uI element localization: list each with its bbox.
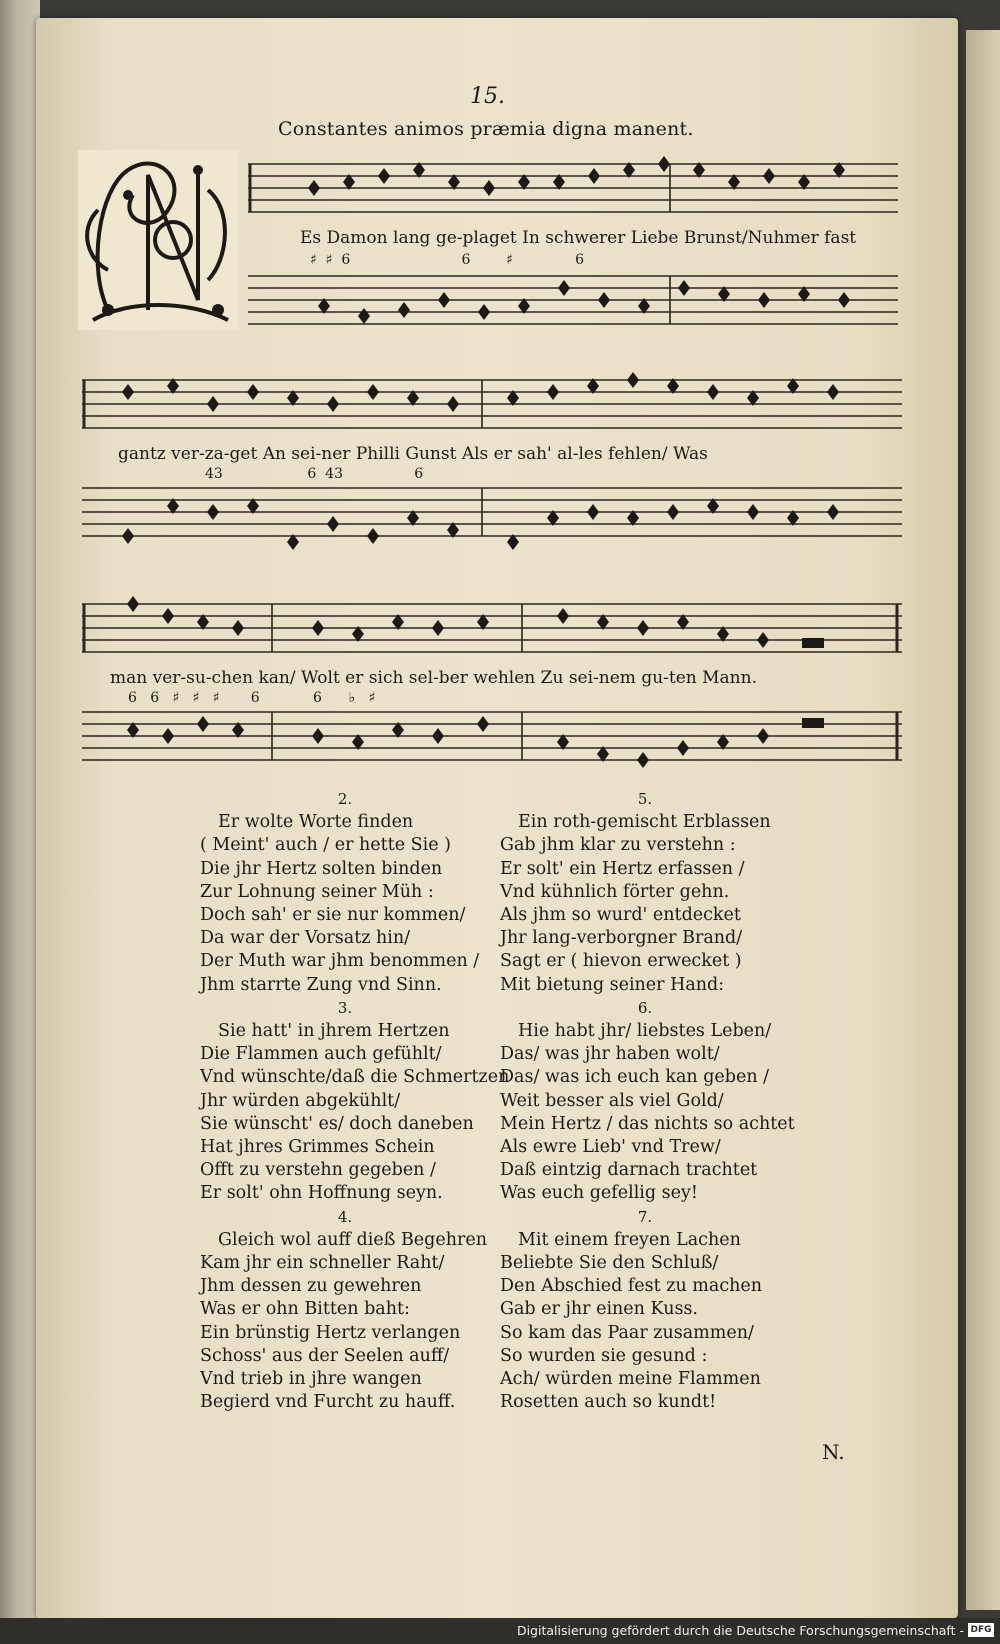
verse-3 bbox=[200, 997, 510, 1206]
music-staff-system2-bass bbox=[82, 480, 902, 550]
verse-line: Vnd kühnlich förter gehn. bbox=[500, 881, 730, 902]
verse-line: Offt zu verstehn gegeben / bbox=[200, 1160, 436, 1181]
verse-line: Jhr lang-verborgner Brand/ bbox=[500, 928, 743, 949]
verse-number: 5. bbox=[637, 790, 653, 808]
lyrics-system3: man ver-su-chen kan/ Wolt er sich sel-ber wehlen Zu sei-nem gu-ten Mann. bbox=[110, 668, 757, 688]
verse-line: Vnd wünschte/daß die Schmertzen bbox=[200, 1067, 510, 1088]
figured-bass-system3: 6 6 ♯ ♯ ♯ 6 6 ♭ ♯ bbox=[128, 690, 376, 706]
verse-line: Beliebte Sie den Schluß/ bbox=[500, 1253, 719, 1274]
verse-line: Was er ohn Bitten baht: bbox=[200, 1299, 410, 1320]
verse-line: Jhm starrte Zung vnd Sinn. bbox=[200, 974, 442, 995]
verse-line: Sagt er ( hievon erwecket ) bbox=[500, 951, 742, 972]
verse-line: Jhm dessen zu gewehren bbox=[200, 1276, 422, 1297]
verse-line: Die Flammen auch gefühlt/ bbox=[200, 1044, 442, 1065]
verse-line: Mit einem freyen Lachen bbox=[518, 1229, 741, 1250]
verse-number: 3. bbox=[337, 998, 353, 1017]
verse-line: Kam jhr ein schneller Raht/ bbox=[200, 1253, 445, 1274]
verse-line: Als ewre Lieb' vnd Trew/ bbox=[500, 1137, 721, 1158]
verse-line: Begierd vnd Furcht zu hauff. bbox=[200, 1392, 456, 1413]
music-staff-system3-bass bbox=[82, 704, 902, 774]
verse-line: Schoss' aus der Seelen auff/ bbox=[200, 1345, 450, 1366]
verse-line: Ach/ würden meine Flammen bbox=[500, 1369, 761, 1390]
verse-number: 7. bbox=[637, 1207, 653, 1226]
verse-line: Hat jhres Grimmes Schein bbox=[200, 1137, 435, 1158]
verse-line: Als jhm so wurd' entdecket bbox=[500, 905, 741, 926]
verse-line: Sie wünscht' es/ doch daneben bbox=[200, 1113, 474, 1134]
book-spine bbox=[0, 0, 40, 1644]
verse-line: Jhr würden abgekühlt/ bbox=[200, 1090, 401, 1111]
verse-line: Das/ was ich euch kan geben / bbox=[500, 1067, 770, 1088]
verse-line: Er solt' ohn Hoffnung seyn. bbox=[200, 1183, 443, 1204]
decorated-initial-icon bbox=[78, 150, 238, 330]
verse-line: Zur Lohnung seiner Müh : bbox=[200, 881, 434, 902]
music-staff-system3-treble bbox=[82, 594, 902, 664]
verse-line: Ein brünstig Hertz verlangen bbox=[200, 1322, 461, 1343]
verse-line: Mit bietung seiner Hand: bbox=[500, 974, 725, 995]
verse-line: Gleich wol auff dieß Begehren bbox=[218, 1229, 487, 1250]
verse-7 bbox=[500, 1206, 790, 1415]
verse-line: Den Abschied fest zu machen bbox=[500, 1276, 763, 1297]
verse-line: Was euch gefellig sey! bbox=[500, 1183, 698, 1204]
verse-number: 4. bbox=[337, 1207, 353, 1226]
verse-line: Er solt' ein Hertz erfassen / bbox=[500, 858, 745, 879]
verse-6 bbox=[500, 997, 795, 1206]
verse-line: Doch sah' er sie nur kommen/ bbox=[200, 905, 466, 926]
verses-right-column bbox=[500, 788, 795, 1414]
verse-line: Daß eintzig darnach trachtet bbox=[500, 1160, 758, 1181]
verse-line: Ein roth-gemischt Erblassen bbox=[518, 812, 771, 833]
verse-line: Sie hatt' in jhrem Hertzen bbox=[218, 1021, 450, 1042]
footer-bar bbox=[0, 1618, 1000, 1644]
dfg-logo-icon: DFG bbox=[968, 1623, 994, 1637]
verse-line: Weit besser als viel Gold/ bbox=[500, 1090, 724, 1111]
verse-line: Er wolte Worte finden bbox=[218, 812, 414, 833]
page-number: 15. bbox=[470, 84, 505, 109]
verse-line: Das/ was jhr haben wolt/ bbox=[500, 1044, 720, 1065]
music-staff-system1-treble bbox=[248, 152, 898, 222]
verse-line: So wurden sie gesund : bbox=[500, 1345, 708, 1366]
footer-credit: Digitalisierung gefördert durch die Deutsche Forschungsgemeinschaft - bbox=[516, 1623, 964, 1638]
verse-4 bbox=[200, 1206, 490, 1415]
verses-left-column bbox=[200, 788, 510, 1414]
music-staff-system2-treble bbox=[82, 370, 902, 440]
adjacent-page-edge bbox=[966, 30, 1000, 1610]
verse-5 bbox=[500, 788, 790, 997]
verse-number: 6. bbox=[637, 998, 653, 1017]
verse-line: Rosetten auch so kundt! bbox=[500, 1392, 717, 1413]
verse-line: Vnd trieb in jhre wangen bbox=[200, 1369, 422, 1390]
verse-line: ( Meint' auch / er hette Sie ) bbox=[200, 835, 451, 856]
verse-line: So kam das Paar zusammen/ bbox=[500, 1322, 754, 1343]
figured-bass-system1: ♯ ♯ 6 6 ♯ 6 bbox=[310, 252, 585, 268]
verse-line: Gab jhm klar zu verstehn : bbox=[500, 835, 736, 856]
music-staff-system1-bass bbox=[248, 266, 898, 336]
verse-line: Mein Hertz / das nichts so achtet bbox=[500, 1113, 795, 1134]
verse-line: Gab er jhr einen Kuss. bbox=[500, 1299, 698, 1320]
verse-2 bbox=[200, 788, 490, 997]
verse-line: Der Muth war jhm benommen / bbox=[200, 951, 480, 972]
catchword: N. bbox=[822, 1440, 845, 1464]
lyrics-system2: gantz ver-za-get An sei-ner Philli Gunst Als er sah' al-les fehlen/ Was bbox=[118, 444, 708, 464]
verse-number: 2. bbox=[337, 790, 353, 808]
verse-line: Die jhr Hertz solten binden bbox=[200, 858, 443, 879]
verse-line: Da war der Vorsatz hin/ bbox=[200, 928, 411, 949]
motto-heading: Constantes animos præmia digna manent. bbox=[278, 118, 694, 140]
verse-line: Hie habt jhr/ liebstes Leben/ bbox=[518, 1021, 772, 1042]
figured-bass-system2: 43 6 43 6 bbox=[205, 466, 424, 482]
lyrics-system1: Es Damon lang ge-plaget In schwerer Liebe Brunst/Nuhmer fast bbox=[300, 228, 857, 248]
